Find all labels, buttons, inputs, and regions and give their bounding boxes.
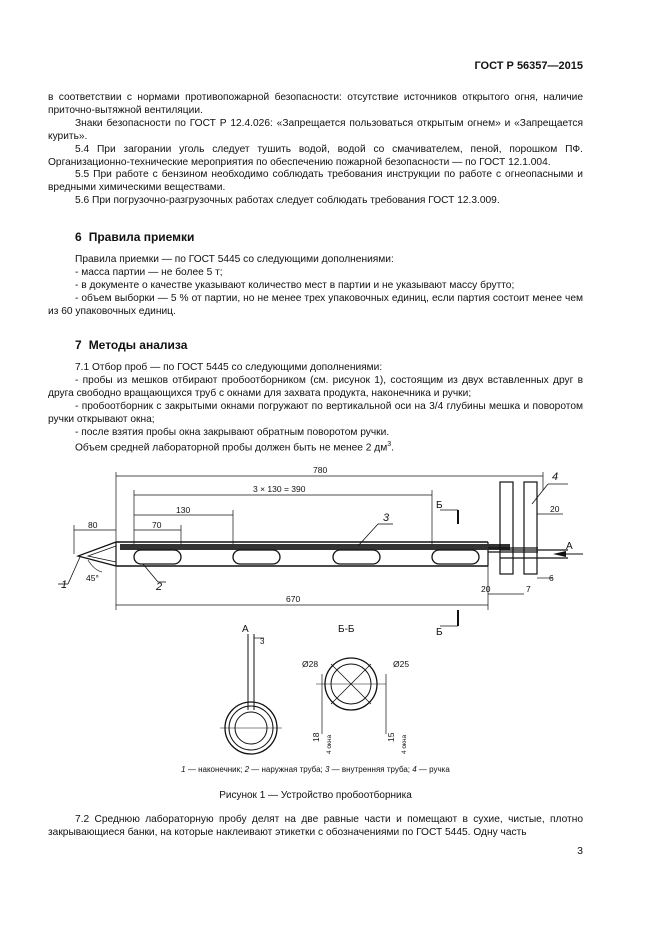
- leader-line: [68, 557, 80, 584]
- window-slot: [134, 550, 181, 564]
- sampling-item: - пробы из мешков отбирают пробоотборником (см. рисунок 1), состоящим из двух вставленных друг в друга свободно вращающихся труб с окнами для захвата продукта, наконечника и ручки;: [48, 374, 583, 399]
- dim-130-label: 130: [176, 505, 191, 515]
- angle-45-label: 45°: [86, 573, 99, 583]
- window-slot: [432, 550, 479, 564]
- page-number: 3: [577, 845, 583, 857]
- marker-1: 1: [61, 579, 68, 591]
- acceptance-item: - в документе о качестве указывают количество мест в партии и не указывают массу брутто;: [75, 279, 515, 291]
- dim-3-label: 3: [260, 637, 265, 646]
- view-a-label: А: [566, 541, 573, 552]
- section-7-title: Методы анализа: [88, 338, 188, 352]
- marker-4: 4: [552, 471, 559, 483]
- dim-80-label: 80: [88, 520, 98, 530]
- sampler-drawing: [48, 462, 608, 780]
- dim-70-label: 70: [152, 520, 162, 530]
- section-6-number: 6: [75, 230, 82, 244]
- safety-signs-paragraph: Знаки безопасности по ГОСТ Р 12.4.026: «Запрещается пользоваться открытым огнем» и «Запрещается курить».: [48, 117, 583, 142]
- legend-number: 4: [412, 765, 417, 774]
- legend-text: — внутренняя труба;: [329, 765, 413, 774]
- acceptance-item: - объем выборки — 5 % от партии, но не менее трех упаковочных единиц, если партия состоит менее чем из 60 упаковочных единиц.: [48, 292, 583, 317]
- dim-390-label: 3 × 130 = 390: [253, 484, 306, 494]
- dim-7-label: 7: [526, 584, 531, 594]
- legend-number: 3: [324, 765, 330, 774]
- standard-code: ГОСТ Р 56357—2015: [474, 60, 583, 72]
- section-7-number: 7: [75, 338, 82, 352]
- sample-volume-text: Объем средней лабораторной пробы должен быть не менее 2 дм: [75, 442, 388, 454]
- clause-7-2: 7.2 Среднюю лабораторную пробу делят на две равные части и помещают в сухие, чистые, плотно закрывающиеся банки, на которые наклеивают этикетки с обозначениями по ГОСТ 5445. Одну часть: [48, 814, 583, 838]
- tip-cone: [78, 542, 116, 566]
- figure-1-sampler: [48, 462, 608, 780]
- legend-number: 2: [244, 765, 250, 774]
- section-bb-title: Б-Б: [338, 624, 355, 635]
- window-slot: [233, 550, 280, 564]
- inner-tube: [120, 544, 510, 550]
- figure-caption: Рисунок 1 — Устройство пробоотборника: [219, 790, 412, 801]
- section-b-bottom-label: Б: [436, 627, 443, 638]
- clause-5-4: 5.4 При загорании уголь следует тушить водой, водой со смачивателем, пеной, порошком ПФ. Организационно-технические мероприятия по обеспечению пожарной безопасности — по ГОСТ 12.1.004.: [48, 143, 583, 168]
- marker-2: 2: [156, 581, 163, 593]
- dim-780-label: 780: [313, 465, 328, 475]
- dim-18-note: 4 окна: [326, 734, 333, 754]
- acceptance-intro: Правила приемки — по ГОСТ 5445 со следующими дополнениями:: [75, 254, 394, 265]
- dim-dia25-label: Ø25: [393, 659, 410, 669]
- intro-block: [48, 92, 583, 208]
- legend-text: — наружная труба;: [249, 765, 325, 774]
- intro-paragraph: в соответствии с нормами противопожарной безопасности: отсутствие источников открытого огня, наличие приточно-вытяжной вентиляции.: [48, 92, 583, 116]
- dim-20-right-label: 20: [550, 504, 560, 514]
- dim-dia28-label: Ø28: [302, 659, 319, 669]
- legend-text: — ручка: [416, 765, 450, 774]
- dim-6-label: 6: [549, 573, 554, 583]
- dim-15-note: 4 окна: [401, 734, 408, 754]
- section-6-title: Правила приемки: [88, 230, 195, 244]
- section-7-heading: [75, 338, 187, 352]
- window-slot: [333, 550, 380, 564]
- clause-5-6: 5.6 При погрузочно-разгрузочных работах следует соблюдать требования ГОСТ 12.3.009.: [75, 195, 500, 207]
- section-6-heading: [75, 230, 194, 244]
- sample-volume: [48, 439, 583, 455]
- dim-20-bottom-label: 20: [481, 584, 491, 594]
- section-6-body: [48, 254, 583, 319]
- legend-text: — наконечник;: [185, 765, 245, 774]
- legend-number: 1: [181, 765, 186, 774]
- sampling-item: - после взятия пробы окна закрывают обратным поворотом ручки.: [75, 426, 390, 438]
- section-b-top-label: Б: [436, 500, 443, 511]
- leader-line: [143, 564, 158, 582]
- dim-15-label: 15: [386, 732, 396, 742]
- handle-right-bar: [524, 482, 537, 574]
- clause-5-5: 5.5 При работе с бензином необходимо соблюдать требования инструкции по работе с огнеопасными и вредными химическими веществами.: [48, 169, 583, 194]
- section-7-body: [48, 362, 583, 456]
- view-a-title: А: [242, 624, 249, 635]
- superscript-3: 3: [387, 441, 392, 449]
- sample-volume-end: .: [391, 442, 394, 454]
- sampling-item: - пробоотборник с закрытыми окнами погружают по вертикальной оси на 3/4 глубины мешка и поворотом ручки открывают окна;: [48, 400, 583, 425]
- leader-line: [358, 524, 378, 546]
- figure-legend: [48, 765, 583, 774]
- dim-670-label: 670: [286, 594, 301, 604]
- view-arrow-head: [553, 551, 566, 557]
- dim-18-label: 18: [311, 732, 321, 742]
- leader-line: [532, 484, 548, 504]
- handle-left-bar: [500, 482, 513, 574]
- clause-7-1: 7.1 Отбор проб — по ГОСТ 5445 со следующими дополнениями:: [75, 362, 383, 373]
- acceptance-item: - масса партии — не более 5 т;: [75, 266, 223, 278]
- section-7-2: [48, 814, 583, 840]
- marker-3: 3: [383, 512, 390, 524]
